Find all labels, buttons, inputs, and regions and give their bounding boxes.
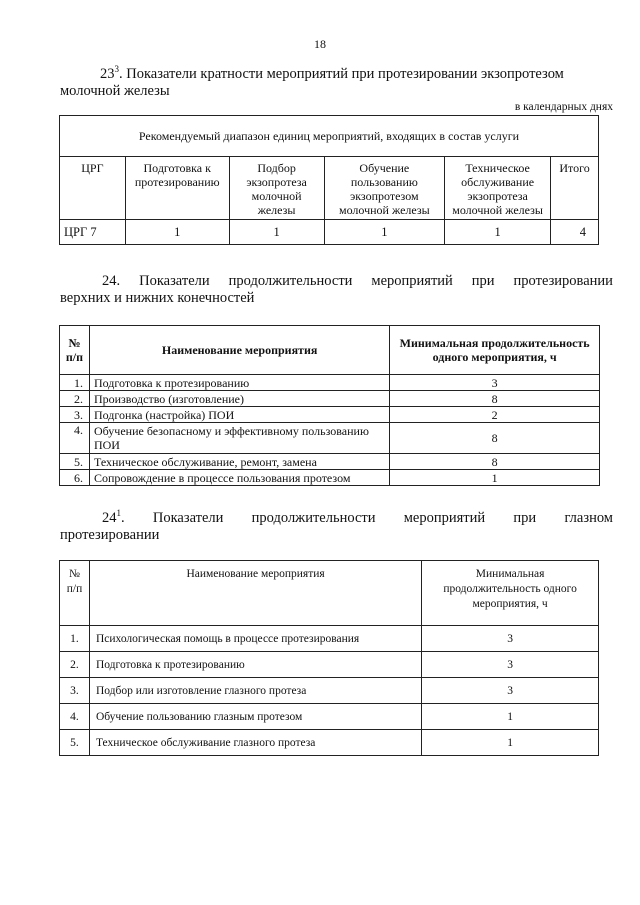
page-number: 18 [314, 37, 326, 51]
table-cell: 6. [60, 470, 90, 486]
heading-word: глазном [564, 510, 613, 526]
column-header: Минимальная продолжительность одного мероприятия, ч [390, 326, 600, 375]
heading-word: Показатели [139, 273, 210, 289]
section-number-value: 24 [102, 510, 117, 526]
span-header: Рекомендуемый диапазон единиц мероприятий, входящих в состав услуги [60, 116, 599, 157]
table-cell: 8 [390, 391, 600, 407]
table-row [60, 470, 600, 486]
column-header: Минимальная продолжительность одного мероприятия, ч [422, 561, 599, 626]
table-cell: 3 [422, 652, 599, 678]
heading-word: мероприятий [371, 273, 453, 289]
table-cell: 3 [390, 375, 600, 391]
table-row [60, 407, 600, 423]
section-number: 23 [100, 66, 115, 82]
table-cell: 1 [422, 704, 599, 730]
table-row [60, 454, 600, 470]
section-24-1-heading [60, 510, 613, 544]
heading-word: мероприятий [403, 510, 486, 526]
table-cell: 4 [551, 220, 599, 245]
column-header: Обучение пользованию экзопротезом молочной железы [324, 157, 445, 220]
section-number [102, 510, 125, 527]
table-cell: Сопровождение в процессе пользования протезом [89, 470, 389, 486]
table-cell: 1 [229, 220, 324, 245]
table-cell: Подгонка (настройка) ПОИ [89, 407, 389, 423]
heading-word: продолжительности [228, 273, 353, 289]
table-cell: 3. [60, 407, 90, 423]
table-row [60, 652, 599, 678]
column-header: Наименование мероприятия [89, 326, 389, 375]
table-cell: 8 [390, 423, 600, 454]
section-number-suffix: . [121, 510, 125, 526]
table-cell: 3 [422, 626, 599, 652]
section-title-line2: молочной железы [60, 83, 170, 99]
table-cell: 8 [390, 454, 600, 470]
table-cell: Подбор или изготовление глазного протеза [89, 678, 421, 704]
column-header: Подбор экзопротеза молочной железы [229, 157, 324, 220]
table-cell: 3 [422, 678, 599, 704]
section-number: 24. [102, 273, 121, 289]
table-cell: Производство (изготовление) [89, 391, 389, 407]
table-cell: 3. [60, 678, 90, 704]
table-row [60, 678, 599, 704]
unit-note: в календарных днях [514, 101, 613, 113]
heading-word: Показатели [152, 510, 224, 526]
heading-word: при [471, 273, 495, 289]
section-title-line1: . Показатели кратности мероприятий при протезировании экзопротезом [119, 66, 564, 82]
column-header: ЦРГ [60, 157, 126, 220]
table-cell: 2. [60, 391, 90, 407]
frequency-table [59, 115, 599, 245]
heading-word: при [513, 510, 537, 526]
table-cell: Подготовка к протезированию [89, 375, 389, 391]
table-cell: 1. [60, 626, 90, 652]
table-cell: ЦРГ 7 [60, 220, 126, 245]
column-header: Итого [551, 157, 599, 220]
table-cell: Техническое обслуживание глазного протеза [89, 730, 421, 756]
table-cell: Психологическая помощь в процессе протезирования [89, 626, 421, 652]
section-24-heading [60, 273, 613, 307]
table-cell: 1 [324, 220, 445, 245]
table-cell: 1 [390, 470, 600, 486]
table-cell: 4. [60, 423, 90, 454]
table-row [60, 626, 599, 652]
column-header: Наименование мероприятия [89, 561, 421, 626]
table-row [60, 704, 599, 730]
section-title-line2: протезировании [60, 527, 160, 543]
column-header: Техническое обслуживание экзопротеза молочной железы [445, 157, 551, 220]
table-row [60, 730, 599, 756]
limbs-duration-table [59, 325, 600, 486]
heading-word: протезировании [513, 273, 613, 289]
eye-prosthesis-duration-table [59, 560, 599, 756]
table-cell: Техническое обслуживание, ремонт, замена [89, 454, 389, 470]
table-cell: 4. [60, 704, 90, 730]
table-cell: 1. [60, 375, 90, 391]
table-cell: Обучение безопасному и эффективному пользованию ПОИ [89, 423, 389, 454]
table-cell: 5. [60, 454, 90, 470]
heading-word: продолжительности [251, 510, 376, 526]
table-row [60, 423, 600, 454]
table-cell: 1 [422, 730, 599, 756]
column-header: № п/п [60, 326, 90, 375]
section-superscript: 1 [116, 508, 121, 519]
table-row [60, 220, 599, 245]
section-23-3-heading [60, 66, 620, 100]
section-title-line2: верхних и нижних конечностей [60, 290, 255, 306]
table-row [60, 391, 600, 407]
section-superscript: 3 [114, 64, 119, 75]
table-cell: Подготовка к протезированию [89, 652, 421, 678]
table-cell: 1 [125, 220, 229, 245]
table-cell: 1 [445, 220, 551, 245]
column-header: № п/п [60, 561, 90, 626]
table-cell: Обучение пользованию глазным протезом [89, 704, 421, 730]
table-cell: 5. [60, 730, 90, 756]
table-cell: 2. [60, 652, 90, 678]
table-row [60, 375, 600, 391]
table-cell: 2 [390, 407, 600, 423]
column-header: Подготовка к протезированию [125, 157, 229, 220]
